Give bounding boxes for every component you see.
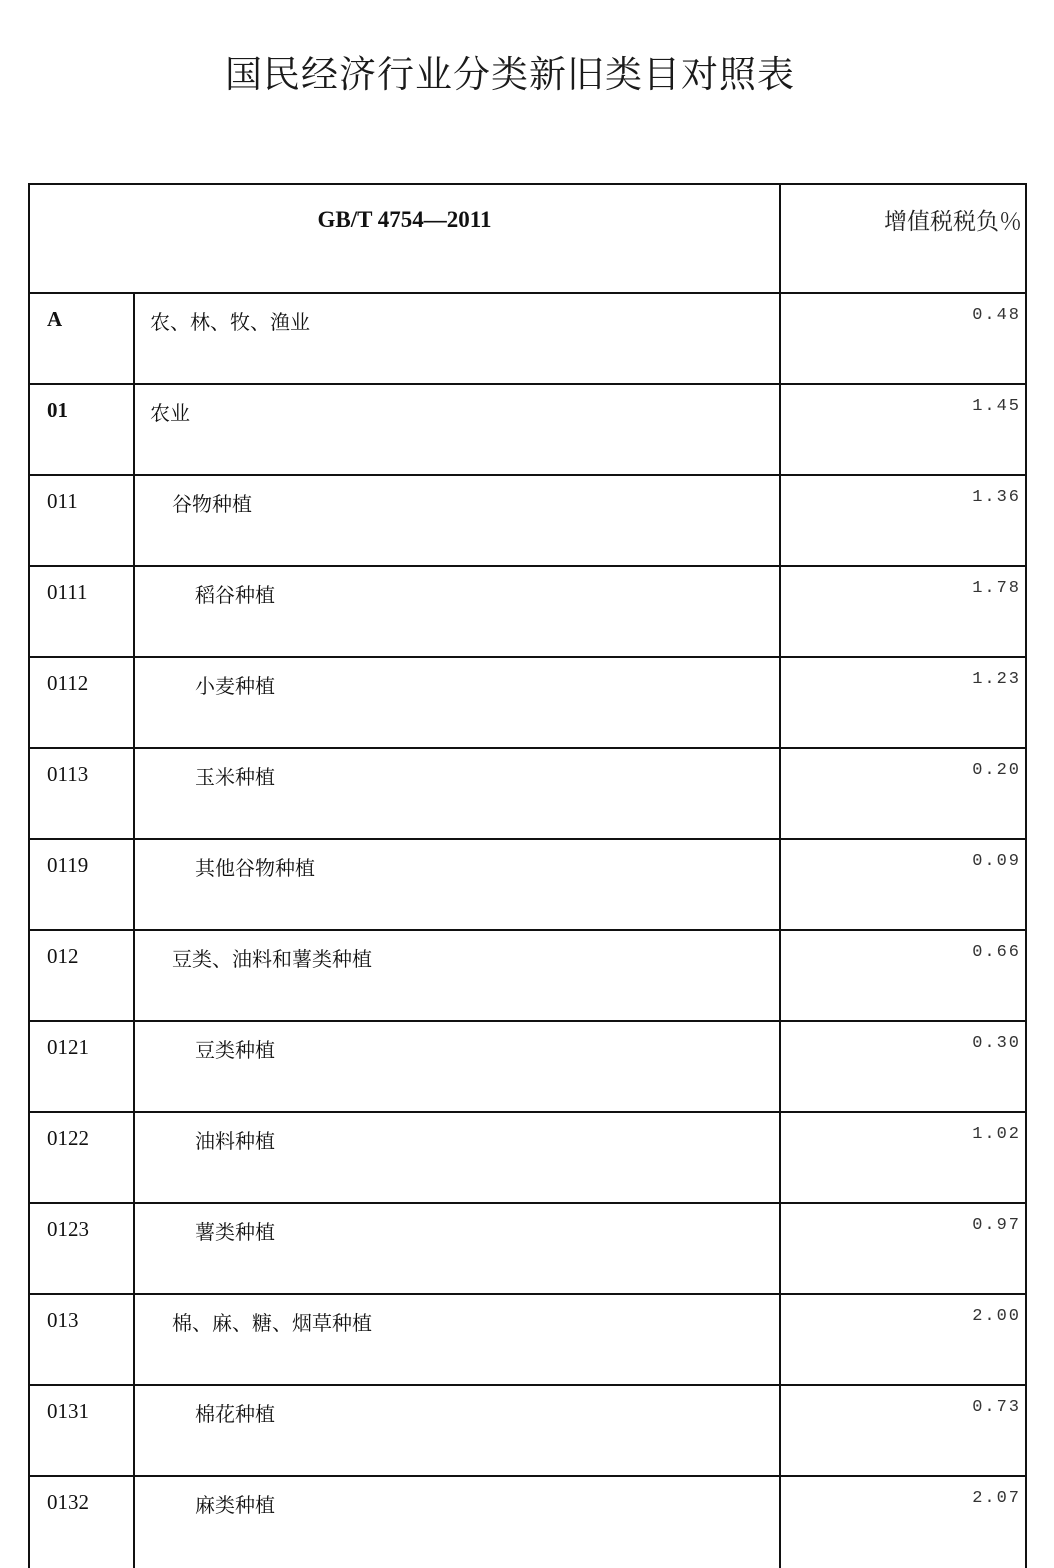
industry-code: 0119 xyxy=(30,840,135,929)
industry-code: 013 xyxy=(30,1295,135,1384)
industry-code: 012 xyxy=(30,931,135,1020)
table-row xyxy=(30,931,1025,1022)
tax-rate-value: 1.45 xyxy=(972,397,1021,416)
tax-rate-value: 0.73 xyxy=(972,1398,1021,1417)
table-row xyxy=(30,1386,1025,1477)
industry-code: 0121 xyxy=(30,1022,135,1111)
industry-code: A xyxy=(30,294,135,383)
industry-code: 0111 xyxy=(30,567,135,656)
industry-name: 谷物种植 xyxy=(135,476,781,565)
industry-name: 玉米种植 xyxy=(135,749,781,838)
industry-name: 豆类、油料和薯类种植 xyxy=(135,931,781,1020)
industry-table xyxy=(28,183,1027,1568)
industry-name: 稻谷种植 xyxy=(135,567,781,656)
tax-rate-value: 0.97 xyxy=(972,1216,1021,1235)
industry-code: 0122 xyxy=(30,1113,135,1202)
tax-rate-value: 2.07 xyxy=(972,1489,1021,1508)
table-row xyxy=(30,294,1025,385)
table-row xyxy=(30,476,1025,567)
industry-code: 01 xyxy=(30,385,135,474)
table-row xyxy=(30,840,1025,931)
table-row xyxy=(30,1113,1025,1204)
table-row xyxy=(30,1477,1025,1568)
table-row xyxy=(30,385,1025,476)
tax-rate-value: 1.23 xyxy=(972,670,1021,689)
industry-code: 0132 xyxy=(30,1477,135,1568)
tax-rate-value: 1.36 xyxy=(972,488,1021,507)
table-row xyxy=(30,1022,1025,1113)
industry-name: 小麦种植 xyxy=(135,658,781,747)
header-tax-rate: 增值税税负％ xyxy=(884,209,1022,235)
industry-code: 0112 xyxy=(30,658,135,747)
tax-rate-value: 0.66 xyxy=(972,943,1021,962)
tax-rate-value: 1.78 xyxy=(972,579,1021,598)
header-standard: GB/T 4754—2011 xyxy=(30,185,781,292)
tax-rate-value: 0.30 xyxy=(972,1034,1021,1053)
tax-rate-value: 0.20 xyxy=(972,761,1021,780)
table-row xyxy=(30,1295,1025,1386)
industry-name: 农、林、牧、渔业 xyxy=(135,294,781,383)
table-body xyxy=(30,294,1025,1568)
industry-name: 棉花种植 xyxy=(135,1386,781,1475)
tax-rate-value: 1.02 xyxy=(972,1125,1021,1144)
table-row xyxy=(30,567,1025,658)
industry-name: 豆类种植 xyxy=(135,1022,781,1111)
tax-rate-value: 0.09 xyxy=(972,852,1021,871)
table-row xyxy=(30,749,1025,840)
industry-name: 棉、麻、糖、烟草种植 xyxy=(135,1295,781,1384)
table-row xyxy=(30,1204,1025,1295)
industry-code: 0123 xyxy=(30,1204,135,1293)
page-title: 国民经济行业分类新旧类目对照表 xyxy=(225,53,795,96)
table-row xyxy=(30,658,1025,749)
tax-rate-value: 0.48 xyxy=(972,306,1021,325)
industry-code: 0113 xyxy=(30,749,135,838)
industry-name: 薯类种植 xyxy=(135,1204,781,1293)
industry-code: 0131 xyxy=(30,1386,135,1475)
industry-name: 油料种植 xyxy=(135,1113,781,1202)
industry-name: 其他谷物种植 xyxy=(135,840,781,929)
tax-rate-value: 2.00 xyxy=(972,1307,1021,1326)
table-header-row xyxy=(30,185,1025,294)
industry-name: 麻类种植 xyxy=(135,1477,781,1568)
industry-name: 农业 xyxy=(135,385,781,474)
industry-code: 011 xyxy=(30,476,135,565)
